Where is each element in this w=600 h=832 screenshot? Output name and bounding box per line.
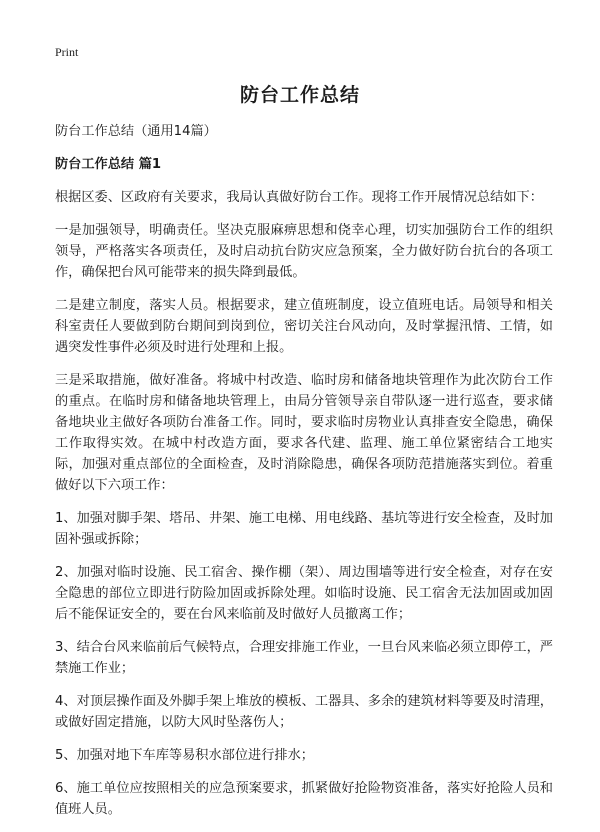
print-link[interactable]: Print [55, 45, 79, 59]
list-item-5: 5、加强对地下车库等易积水部位进行排水； [55, 748, 314, 763]
document-subtitle: 防台工作总结（通用14篇） [55, 124, 217, 139]
paragraph-point-3: 三是采取措施，做好准备。将城中村改造、临时房和储备地块管理作为此次防台工作的重点。在临时房和储备地块管理上，由局分管领导亲自带队逐一进行巡查，要求储备地块业主做好各项防台准备工作。同时，要求临时房物业认真排查安全隐患，确保工作取得实效。在城中村改造方面，要求各代建、监理、施工单位紧密结合工地实际，加强对重点部位的全面检查，及时消除隐患，确保各项防范措施落实到位。着重做好以下六项工作： [55, 373, 553, 493]
list-item-3: 3、结合台风来临前后气候特点，合理安排施工作业，一旦台风来临必须立即停工，严禁施工作业； [55, 640, 553, 676]
paragraph-intro: 根据区委、区政府有关要求，我局认真做好防台工作。现将工作开展情况总结如下： [55, 190, 543, 205]
paragraph-point-2: 二是建立制度，落实人员。根据要求，建立值班制度，设立值班电话。局领导和相关科室责任人要做到防台期间到岗到位，密切关注台风动向，及时掌握汛情、工情，如遇突发性事件必须及时进行处理和上报。 [55, 298, 553, 355]
list-item-2: 2、加强对临时设施、民工宿舍、操作棚（架）、周边围墙等进行安全检查，对存在安全隐患的部位立即进行防险加固或拆除处理。如临时设施、民工宿舍无法加固或加固后不能保证安全的，要在台风来临前及时做好人员撤离工作； [55, 565, 553, 622]
paragraph-point-1: 一是加强领导，明确责任。坚决克服麻痹思想和侥幸心理，切实加强防台工作的组织领导，严格落实各项责任，及时启动抗台防灾应急预案，全力做好防台抗台的各项工作，确保把台风可能带来的损失降到最低。 [55, 223, 553, 280]
list-item-6: 6、施工单位应按照相关的应急预案要求，抓紧做好抢险物资准备，落实好抢险人员和值班人员。 [55, 781, 553, 817]
list-item-1: 1、加强对脚手架、塔吊、井架、施工电梯、用电线路、基坑等进行安全检查，及时加固补强或拆除； [55, 511, 553, 547]
page-title: 防台工作总结 [239, 84, 360, 106]
section-heading: 防台工作总结 篇1 [55, 157, 162, 172]
document-body [55, 121, 553, 832]
list-item-4: 4、对顶层操作面及外脚手架上堆放的模板、工器具、多余的建筑材料等要及时清理，或做好固定措施，以防大风时坠落伤人； [55, 694, 553, 730]
